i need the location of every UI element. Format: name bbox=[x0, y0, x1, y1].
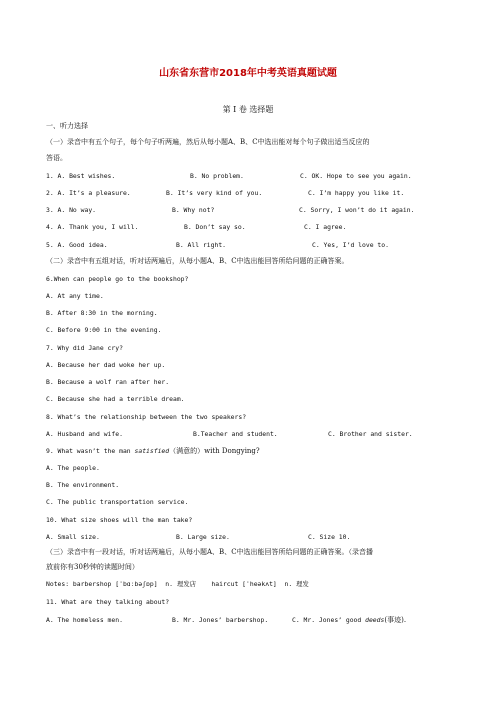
instructions-part3-line2: 放前你有30秒钟的读题时间） bbox=[46, 563, 139, 571]
question-6: 6.When can people go to the bookshop? bbox=[46, 275, 189, 283]
q5-option-a: 5. A. Good idea. bbox=[46, 241, 108, 249]
q10-option-a: A. Small size. bbox=[46, 533, 100, 541]
q3-option-a: 3. A. No way. bbox=[46, 206, 97, 214]
q5-option-c: C. Yes, I’d love to. bbox=[312, 241, 389, 249]
q2-option-a: 2. A. It’s a pleasure. bbox=[46, 189, 131, 197]
q10-option-b: B. Large size. bbox=[176, 533, 230, 541]
q9-option-c: C. The public transportation service. bbox=[46, 498, 189, 506]
question-8: 8. What’s the relationship between the two speakers? bbox=[46, 413, 247, 421]
q9-option-b: B. The environment. bbox=[46, 481, 120, 489]
q11-gloss: (事迹). bbox=[384, 616, 407, 624]
q1-option-c: C. OK. Hope to see you again. bbox=[300, 172, 412, 180]
q1-option-b: B. No problem. bbox=[190, 172, 244, 180]
instructions-part2: （二）录音中有五组对话，听对话两遍后，从每小题A、B、C中选出能回答所给问题的正确答案。 bbox=[46, 257, 349, 265]
q11-option-c bbox=[292, 616, 406, 625]
q9-text-end: （满意的）with Dongying? bbox=[169, 447, 260, 455]
q5-option-b: B. All right. bbox=[176, 241, 227, 249]
vocabulary-notes: Notes: barbershop [ˈbɑːbəʃɒp] n. 理发店 haircut [ˈheəkʌt] n. 理发 bbox=[46, 580, 309, 588]
instructions-part3-line1: （三）录音中有一段对话，听对话两遍后，从每小题A、B、C中选出能回答所给问题的正确答案。（录音播 bbox=[46, 548, 374, 556]
section-heading: 第 Ⅰ 卷 选择题 bbox=[222, 105, 274, 114]
q9-emphasis: satisfied bbox=[134, 447, 170, 455]
q11-option-c-text: C. Mr. Jones’ good bbox=[292, 616, 366, 624]
q2-option-b: B. It’s very kind of you. bbox=[166, 189, 263, 197]
question-9 bbox=[46, 447, 260, 456]
question-11: 11. What are they talking about? bbox=[46, 598, 170, 606]
q6-option-a: A. At any time. bbox=[46, 292, 104, 300]
q8-option-c: C. Brother and sister. bbox=[328, 430, 413, 438]
q10-option-c: C. Size 10. bbox=[308, 533, 351, 541]
q8-option-b: B.Teacher and student. bbox=[193, 430, 278, 438]
q3-option-c: C. Sorry, I won’t do it again. bbox=[299, 206, 415, 214]
q9-text-start: 9. What wasn’t the man bbox=[46, 447, 135, 455]
q11-emphasis: deeds bbox=[365, 616, 385, 624]
q7-option-a: A. Because her dad woke her up. bbox=[46, 361, 166, 369]
q3-option-b: B. Why not? bbox=[172, 206, 215, 214]
q4-option-c: C. I agree. bbox=[304, 223, 347, 231]
q9-option-a: A. The people. bbox=[46, 464, 100, 472]
q6-option-b: B. After 8:30 in the morning. bbox=[46, 309, 158, 317]
q11-option-a: A. The homeless men. bbox=[46, 616, 123, 624]
q4-option-b: B. Don’t say so. bbox=[184, 223, 246, 231]
q2-option-c: C. I’m happy you like it. bbox=[308, 189, 405, 197]
document-title: 山东省东营市2018年中考英语真题试题 bbox=[159, 68, 337, 79]
question-7: 7. Why did Jane cry? bbox=[46, 344, 123, 352]
instructions-part1-line1: （一）录音中有五个句子，每个句子听两遍，然后从每小题A、B、C中选出能对每个句子做出适当反应的 bbox=[46, 138, 370, 146]
question-10: 10. What size shoes will the man take? bbox=[46, 516, 193, 524]
q1-option-a: 1. A. Best wishes. bbox=[46, 172, 116, 180]
q11-option-b: B. Mr. Jones’ barbershop. bbox=[172, 616, 269, 624]
instructions-part1-line2: 答语。 bbox=[46, 154, 67, 162]
q4-option-a: 4. A. Thank you, I will. bbox=[46, 223, 139, 231]
q7-option-b: B. Because a wolf ran after her. bbox=[46, 378, 170, 386]
part-heading: 一、听力选择 bbox=[46, 122, 88, 130]
q8-option-a: A. Husband and wife. bbox=[46, 430, 123, 438]
q7-option-c: C. Because she had a terrible dream. bbox=[46, 395, 185, 403]
q6-option-c: C. Before 9:00 in the evening. bbox=[46, 326, 162, 334]
